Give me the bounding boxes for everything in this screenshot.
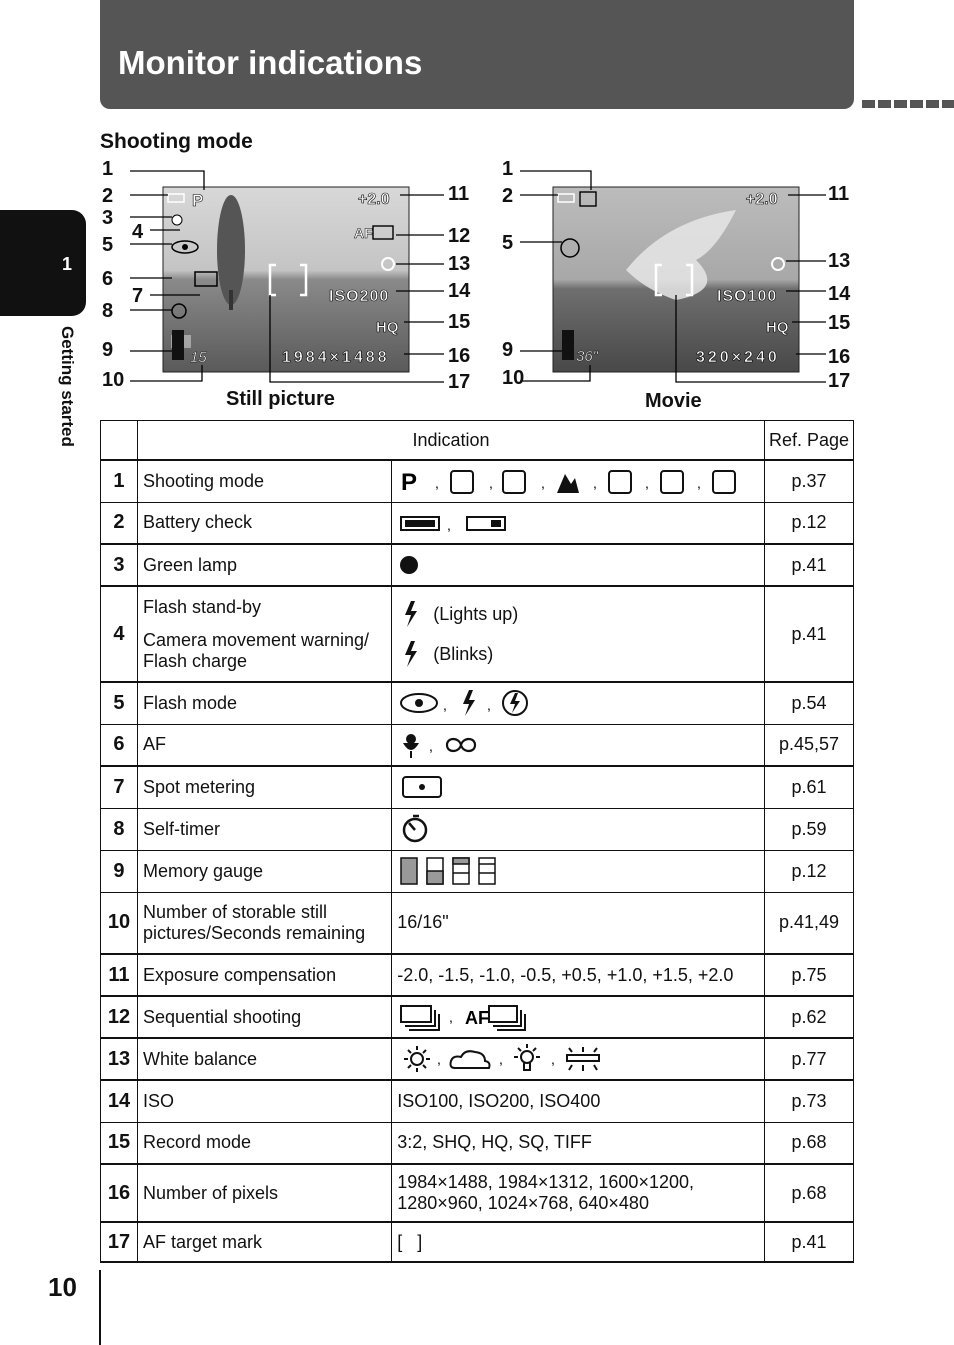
shooting-mode-icons xyxy=(397,466,747,496)
svg-text:4: 4 xyxy=(132,221,144,243)
svg-text:,: , xyxy=(593,475,598,492)
self-portrait-icon xyxy=(661,471,683,493)
table-header-row xyxy=(101,421,854,461)
table-row: 8 Self-timer p.59 xyxy=(101,808,854,850)
svg-text:,: , xyxy=(447,516,452,533)
page-title: Monitor indications xyxy=(118,44,423,81)
flash-off-icon xyxy=(503,691,527,715)
svg-text:1984×1488: 1984×1488 xyxy=(282,349,390,366)
table-row: 9 Memory gauge p.12 xyxy=(101,850,854,892)
macro-icon xyxy=(403,734,419,758)
svg-text:,: , xyxy=(489,475,494,492)
svg-text:,: , xyxy=(435,475,440,492)
svg-text:10: 10 xyxy=(502,367,525,389)
flash-standby-icon xyxy=(397,599,425,629)
svg-text:15: 15 xyxy=(190,349,207,366)
svg-text:5: 5 xyxy=(102,234,114,256)
svg-text:16: 16 xyxy=(448,345,471,367)
svg-text:+2.0: +2.0 xyxy=(746,191,778,208)
table-row: 17 AF target mark [ ] p.41 xyxy=(101,1222,854,1262)
chapter-number: 1 xyxy=(62,254,73,274)
table-row: 10 Number of storable still pictures/Seconds remaining 16/16" p.41,49 xyxy=(101,892,854,954)
battery-low-icon xyxy=(467,517,505,530)
flash-charge-icon xyxy=(397,639,425,669)
svg-text:,: , xyxy=(449,1009,454,1025)
header-decoration xyxy=(862,100,954,108)
page-number: 10 xyxy=(48,1272,77,1302)
svg-text:36": 36" xyxy=(576,348,599,365)
red-eye-icon xyxy=(401,694,437,712)
svg-text:17: 17 xyxy=(828,370,851,392)
svg-text:17: 17 xyxy=(448,371,471,393)
tungsten-icon xyxy=(514,1044,540,1070)
svg-text:,: , xyxy=(645,475,650,492)
svg-text:14: 14 xyxy=(828,283,851,305)
svg-text:10: 10 xyxy=(102,369,125,391)
chapter-label: Getting started xyxy=(58,326,77,447)
movie-diagram xyxy=(496,150,876,400)
table-row: 15 Record mode 3:2, SHQ, HQ, SQ, TIFF p.68 xyxy=(101,1122,854,1164)
white-balance-icons xyxy=(397,1044,617,1074)
table-row: 5 Flash mode , , p.54 xyxy=(101,682,854,724)
svg-text:3: 3 xyxy=(102,207,114,229)
svg-text:ISO200: ISO200 xyxy=(329,288,390,305)
svg-text:,: , xyxy=(437,1051,442,1067)
infinity-icon xyxy=(447,739,475,751)
page-rule xyxy=(99,1270,101,1345)
chapter-tab xyxy=(0,210,86,316)
battery-icons xyxy=(397,512,527,534)
svg-text:,: , xyxy=(499,1051,504,1067)
header-bar xyxy=(100,0,854,109)
svg-text:AF: AF xyxy=(354,225,373,241)
table-row: 12 Sequential shooting , AF p.62 xyxy=(101,996,854,1038)
svg-text:2: 2 xyxy=(502,185,514,207)
tree-shape xyxy=(217,195,245,305)
svg-text:HQ: HQ xyxy=(376,319,399,336)
svg-text:ISO100: ISO100 xyxy=(717,288,778,305)
svg-text:,: , xyxy=(551,1051,556,1067)
still-screen xyxy=(163,187,409,372)
sequential-shooting-icons xyxy=(397,1002,537,1032)
table-row: 1 Shooting mode P , , , , , , p.37 xyxy=(101,460,854,502)
svg-text:,: , xyxy=(443,697,448,714)
svg-text:P: P xyxy=(192,191,204,210)
header-ref-page: Ref. Page xyxy=(765,421,854,461)
memory-gauge-icon xyxy=(397,855,507,887)
green-lamp-icon xyxy=(397,553,421,577)
svg-text:320×240: 320×240 xyxy=(696,349,780,366)
movie-icon xyxy=(713,471,735,493)
section-title: Shooting mode xyxy=(100,130,253,153)
svg-text:5: 5 xyxy=(502,232,514,254)
landscape-portrait-icon xyxy=(503,471,525,493)
svg-text:6: 6 xyxy=(102,268,114,290)
svg-text:12: 12 xyxy=(448,225,471,247)
portrait-icon xyxy=(451,471,473,493)
still-picture-diagram xyxy=(96,150,486,400)
svg-text:+2.0: +2.0 xyxy=(358,191,390,208)
table-row: 2 Battery check , p.12 xyxy=(101,502,854,544)
table-row: 6 AF , p.45,57 xyxy=(101,724,854,766)
svg-text:9: 9 xyxy=(102,339,114,361)
table-row: 13 White balance , , , p.77 xyxy=(101,1038,854,1080)
svg-text:,: , xyxy=(541,475,546,492)
svg-text:16: 16 xyxy=(828,346,851,368)
svg-text:15: 15 xyxy=(448,311,471,333)
table-row: 16 Number of pixels 1984×1488, 1984×1312, 1600×1200, 1280×960, 1024×768, 640×480 p.68 xyxy=(101,1164,854,1222)
spot-metering-icon xyxy=(397,774,447,800)
svg-text:7: 7 xyxy=(132,285,144,307)
table-row: 4 Flash stand-by Camera movement warning/ Flash charge (Lights up) (Blinks) p.41 xyxy=(101,586,854,682)
svg-text:13: 13 xyxy=(828,250,851,272)
af-sequential-icon xyxy=(465,1006,525,1030)
sequential-icon xyxy=(401,1006,439,1030)
flash-mode-icons xyxy=(397,688,547,718)
movie-caption: Movie xyxy=(645,390,702,412)
header-indication: Indication xyxy=(137,421,764,461)
svg-text:11: 11 xyxy=(448,183,470,205)
fluorescent-icon xyxy=(567,1047,599,1071)
svg-text:,: , xyxy=(697,475,702,492)
svg-text:15: 15 xyxy=(828,312,851,334)
cloudy-icon xyxy=(451,1051,490,1068)
svg-text:AF: AF xyxy=(465,1008,490,1028)
battery-full-icon xyxy=(401,517,439,530)
af-icons xyxy=(397,731,497,759)
sunny-icon xyxy=(404,1046,430,1072)
svg-text:9: 9 xyxy=(502,339,514,361)
svg-text:13: 13 xyxy=(448,253,471,275)
svg-text:14: 14 xyxy=(448,280,471,302)
flash-fill-icon xyxy=(463,690,475,716)
still-picture-caption: Still picture xyxy=(226,388,335,410)
svg-text:1: 1 xyxy=(502,158,514,180)
self-timer-icon xyxy=(397,814,433,844)
svg-text:,: , xyxy=(487,697,492,714)
table-row: 7 Spot metering p.61 xyxy=(101,766,854,808)
night-scene-icon xyxy=(609,471,631,493)
svg-text:,: , xyxy=(429,737,434,754)
table-row: 14 ISO ISO100, ISO200, ISO400 p.73 xyxy=(101,1080,854,1122)
indications-table xyxy=(100,420,854,1263)
table-row: 3 Green lamp p.41 xyxy=(101,544,854,586)
svg-text:2: 2 xyxy=(102,185,114,207)
svg-text:8: 8 xyxy=(102,300,114,322)
svg-text:11: 11 xyxy=(828,183,850,205)
program-icon: P xyxy=(401,469,418,497)
svg-text:1: 1 xyxy=(102,158,114,180)
table-row: 11 Exposure compensation -2.0, -1.5, -1.0, -0.5, +0.5, +1.0, +1.5, +2.0 p.75 xyxy=(101,954,854,996)
landscape-icon xyxy=(557,474,579,493)
svg-text:HQ: HQ xyxy=(766,319,789,336)
